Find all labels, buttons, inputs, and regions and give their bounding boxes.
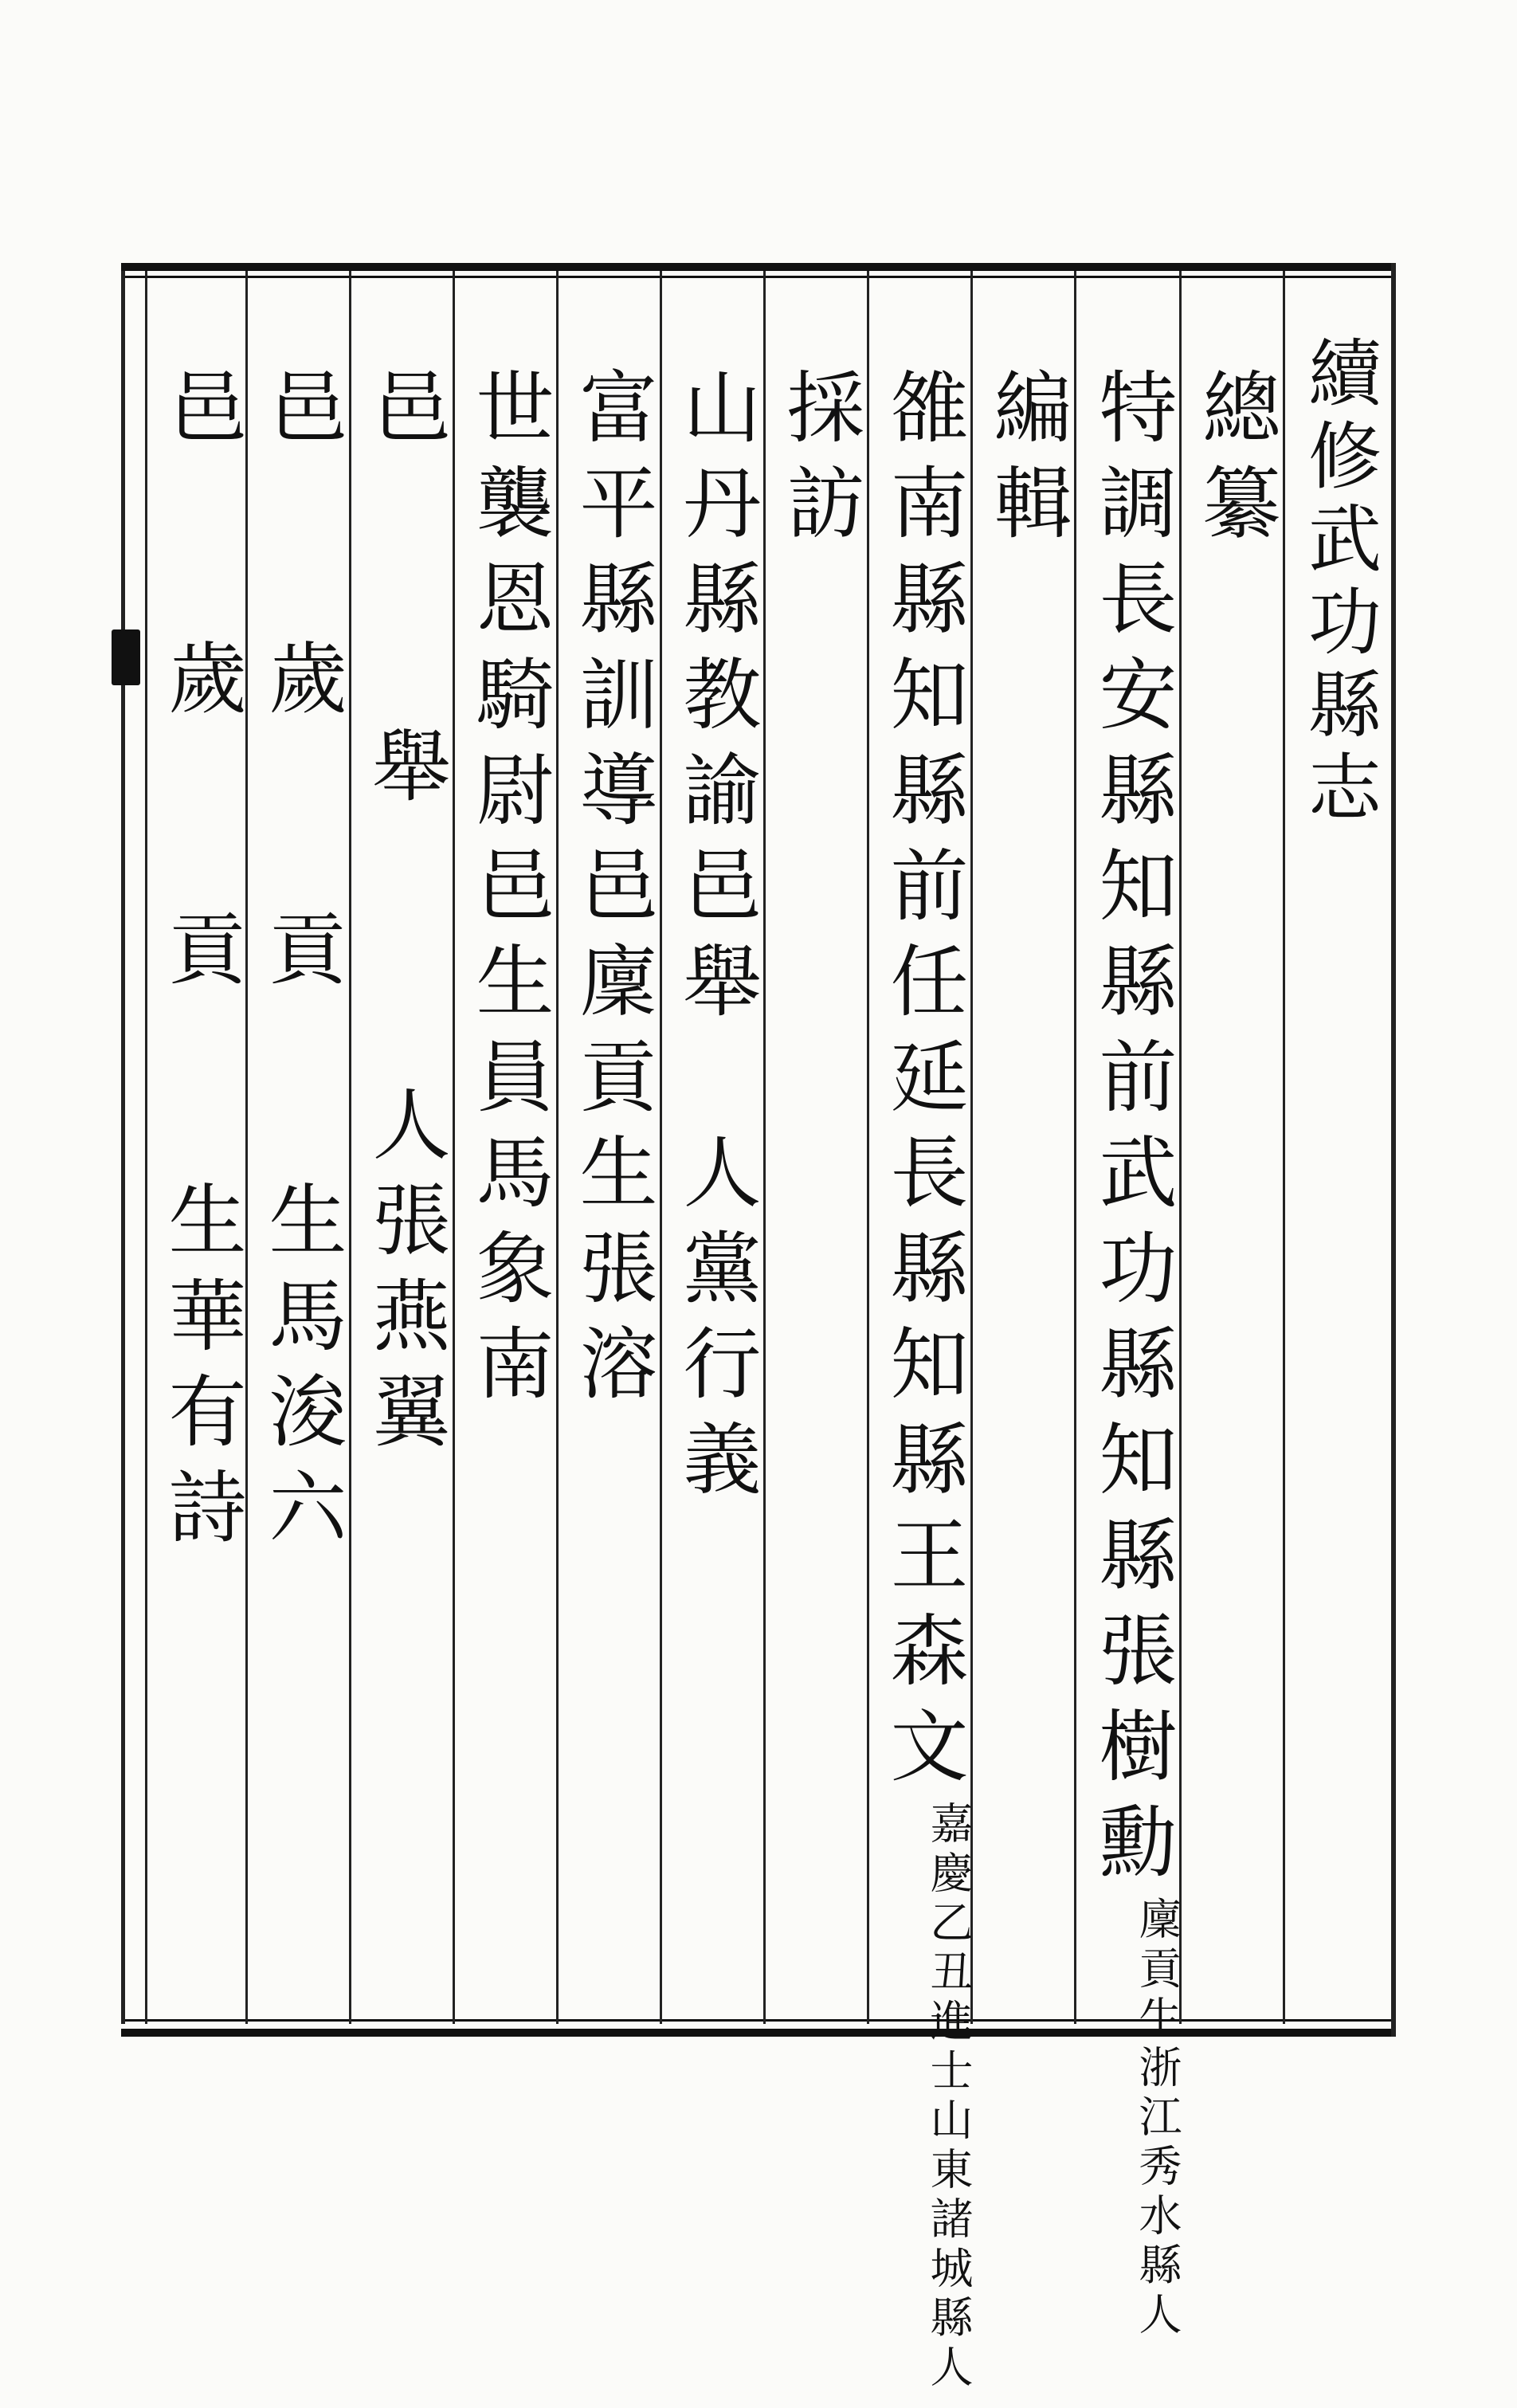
entry-main-text: 雒南縣知縣前任延長縣知縣王森文 xyxy=(877,367,968,1801)
column-divider xyxy=(145,271,147,2024)
entry-main-text: 邑 xyxy=(155,367,246,462)
entry-investigator xyxy=(151,367,250,1562)
bottom-inner-rule xyxy=(121,2019,1396,2022)
entry-investigator xyxy=(355,367,454,1466)
entry-name-text: 生華有詩 xyxy=(155,1179,246,1562)
top-inner-rule xyxy=(121,276,1396,278)
fold-marker xyxy=(112,629,140,685)
right-border-rule xyxy=(1391,263,1396,2037)
entry-degree-text: 歲 xyxy=(155,637,246,733)
entry-name-text: 生馬浚六 xyxy=(256,1179,347,1562)
top-border-rule xyxy=(121,263,1396,271)
entry-degree-text: 舉 xyxy=(359,725,450,821)
entry-main-text: 世襲恩騎尉邑生 xyxy=(463,367,554,1036)
entry-degree-text: 貢 xyxy=(256,908,347,1004)
entry-investigator xyxy=(563,367,661,1418)
entry-chief-compiler xyxy=(1082,367,1182,2341)
entry-main-text: 特調長安縣知縣前武功縣知縣張樹勳 xyxy=(1086,367,1177,1896)
entry-name-text: 人張燕翼 xyxy=(359,1084,450,1466)
entry-investigator xyxy=(666,367,765,1514)
book-title: 續修武功縣志 xyxy=(1296,335,1382,832)
entry-main-text: 富平縣訓導邑廩貢 xyxy=(566,367,657,1131)
entry-main-text: 山丹縣教諭邑舉 xyxy=(670,367,761,1036)
left-border-rule xyxy=(121,271,125,2024)
bottom-border-rule xyxy=(121,2029,1396,2037)
entry-editor xyxy=(873,367,974,2394)
entry-investigator xyxy=(252,367,351,1562)
entry-main-text: 邑 xyxy=(359,367,450,462)
role-heading-investigator: 採訪 xyxy=(774,367,864,558)
entry-name-text: 員馬象南 xyxy=(463,1036,554,1418)
role-heading-editor: 編輯 xyxy=(981,367,1072,558)
entry-name-text: 人黨行義 xyxy=(670,1131,761,1514)
entry-degree-text: 貢 xyxy=(155,908,246,1004)
entry-investigator xyxy=(459,367,558,1418)
role-heading-chief-compiler: 總纂 xyxy=(1190,367,1280,558)
entry-degree-text: 歲 xyxy=(256,637,347,733)
entry-annotation: 嘉慶乙丑進士山東諸城縣人 xyxy=(923,1801,974,2394)
entry-annotation: 廩貢生浙江秀水縣人 xyxy=(1132,1896,1182,2341)
entry-main-text: 邑 xyxy=(256,367,347,462)
entry-name-text: 生張溶 xyxy=(566,1131,657,1418)
